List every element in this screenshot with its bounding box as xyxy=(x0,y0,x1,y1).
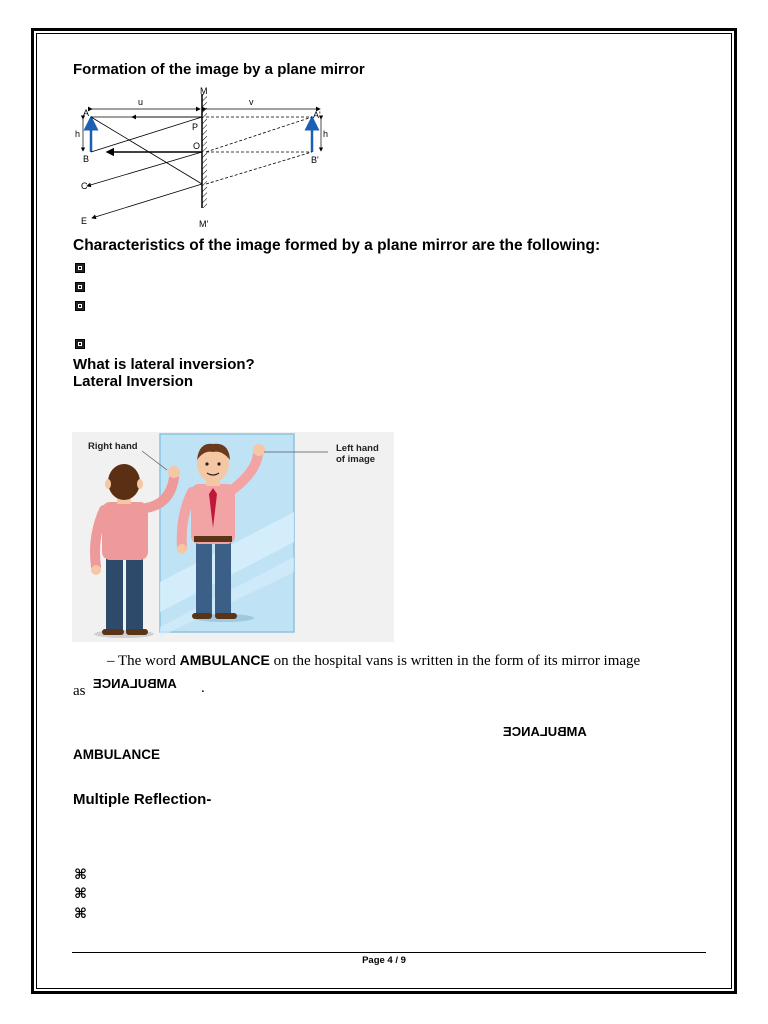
label-v: v xyxy=(249,97,254,107)
label-C: C xyxy=(81,181,88,191)
footer-divider xyxy=(72,952,706,953)
sentence-period: . xyxy=(201,680,205,696)
bullet-icon xyxy=(75,339,85,349)
command-bullet-icon: ⌘ xyxy=(74,867,87,883)
label-B: B xyxy=(83,154,90,164)
label-A-prime: A' xyxy=(313,110,321,120)
lateral-inversion-question: What is lateral inversion? xyxy=(73,356,255,373)
ambulance-word: AMBULANCE xyxy=(179,652,270,668)
label-P: P xyxy=(192,122,199,132)
section-title-plane-mirror: Formation of the image by a plane mirror xyxy=(73,61,365,78)
as-text: as xyxy=(73,683,86,699)
left-hand-label-line2: of image xyxy=(336,454,376,465)
page-number: Page 4 / 9 xyxy=(362,955,406,966)
bullet-icon xyxy=(75,301,85,311)
label-h-left: h xyxy=(75,129,81,139)
label-M: M xyxy=(200,86,208,96)
command-bullet-icon: ⌘ xyxy=(74,906,87,922)
right-hand-label: Right hand xyxy=(88,441,138,452)
label-u: u xyxy=(138,97,144,107)
label-E: E xyxy=(81,216,88,226)
label-B-prime: B' xyxy=(311,155,319,165)
mirrored-ambulance-inline: AMBULANCE xyxy=(93,676,177,691)
label-A: A xyxy=(83,108,90,118)
mirrored-ambulance-right: AMBULANCE xyxy=(503,724,587,739)
mirror-hatching xyxy=(202,94,207,208)
bullet-icon xyxy=(75,263,85,273)
plane-mirror-ray-diagram xyxy=(72,84,334,230)
lateral-inversion-illustration xyxy=(72,432,394,642)
ambulance-sentence: – The word AMBULANCE on the hospital vans is written in the form of its mirror image xyxy=(107,652,641,669)
command-bullet-icon: ⌘ xyxy=(74,886,87,902)
label-O: O xyxy=(193,141,201,151)
ambulance-plain: AMBULANCE xyxy=(73,747,160,762)
bullet-icon xyxy=(75,282,85,292)
left-hand-label-line1: Left hand xyxy=(336,443,379,454)
label-M-prime: M' xyxy=(199,219,209,229)
lateral-inversion-heading: Lateral Inversion xyxy=(73,373,194,390)
label-h-right: h xyxy=(323,129,329,139)
section-title-multiple-reflection: Multiple Reflection- xyxy=(73,791,212,808)
section-title-characteristics: Characteristics of the image formed by a plane mirror are the following: xyxy=(73,237,601,254)
